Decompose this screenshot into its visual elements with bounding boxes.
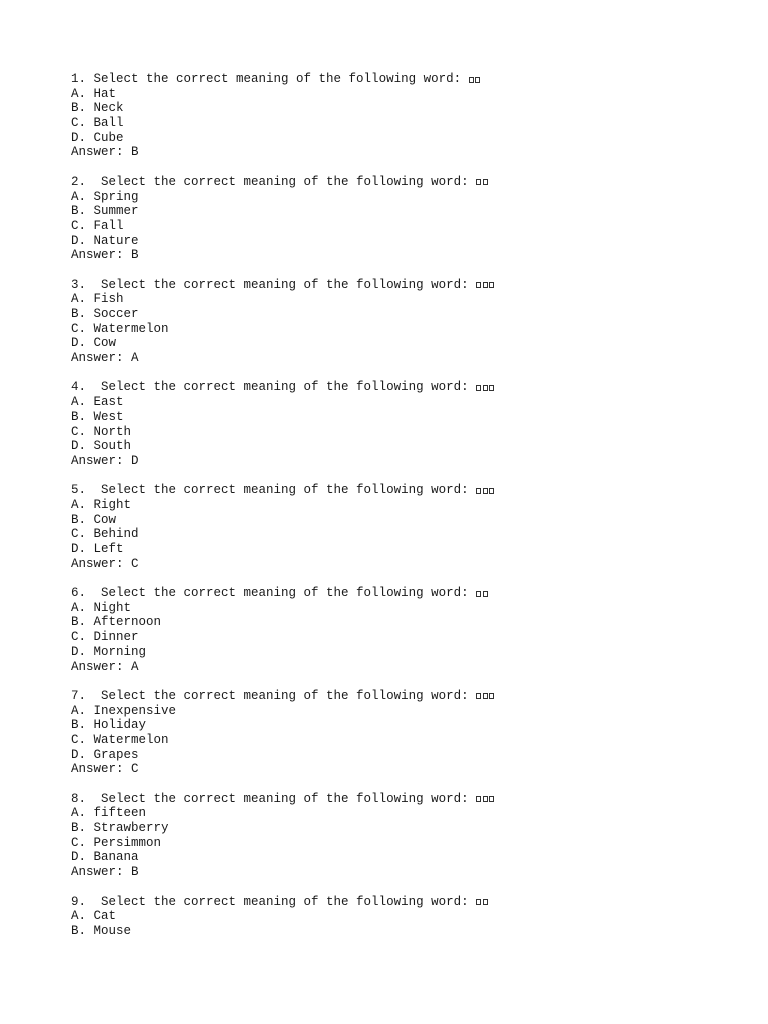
question-text: Select the correct meaning of the following word: bbox=[86, 894, 477, 909]
missing-glyph-box bbox=[483, 282, 488, 288]
option-a: A. Hat bbox=[71, 86, 117, 101]
question-3 bbox=[71, 278, 711, 366]
question-1 bbox=[71, 72, 711, 160]
answer-line: Answer: B bbox=[71, 248, 139, 263]
option-b: B. Mouse bbox=[71, 923, 132, 938]
missing-glyph-box bbox=[483, 179, 488, 185]
question-number: 9. bbox=[71, 894, 87, 909]
word-glyph-boxes bbox=[476, 483, 496, 497]
question-number: 4. bbox=[71, 380, 87, 395]
missing-glyph-box bbox=[489, 488, 494, 494]
option-c: C. Watermelon bbox=[71, 321, 169, 336]
option-a: A. Inexpensive bbox=[71, 703, 177, 718]
option-b: B. Strawberry bbox=[71, 821, 169, 836]
option-c: C. Dinner bbox=[71, 630, 139, 645]
unrendered-word-glyphs bbox=[476, 689, 496, 703]
missing-glyph-box bbox=[476, 796, 481, 802]
answer-line: Answer: A bbox=[71, 659, 139, 674]
question-8 bbox=[71, 792, 711, 880]
option-d: D. Cube bbox=[71, 130, 124, 145]
question-prompt bbox=[71, 792, 711, 807]
missing-glyph-box bbox=[489, 385, 494, 391]
missing-glyph-box bbox=[476, 282, 481, 288]
option-d: D. Cow bbox=[71, 336, 117, 351]
word-glyph-boxes bbox=[476, 792, 496, 806]
option-d: D. Nature bbox=[71, 233, 139, 248]
question-prompt bbox=[71, 586, 711, 601]
missing-glyph-box bbox=[489, 282, 494, 288]
question-prompt bbox=[71, 72, 711, 87]
question-4 bbox=[71, 380, 711, 468]
question-text: Select the correct meaning of the following word: bbox=[86, 688, 477, 703]
option-b: B. Cow bbox=[71, 512, 117, 527]
option-d: D. Morning bbox=[71, 644, 147, 659]
question-number: 2. bbox=[71, 174, 87, 189]
unrendered-word-glyphs bbox=[476, 895, 489, 909]
question-number: 6. bbox=[71, 586, 87, 601]
missing-glyph-box bbox=[476, 693, 481, 699]
question-prompt bbox=[71, 689, 711, 704]
missing-glyph-box bbox=[483, 591, 488, 597]
question-number: 7. bbox=[71, 688, 87, 703]
question-text: Select the correct meaning of the following word: bbox=[86, 174, 477, 189]
question-text: Select the correct meaning of the following word: bbox=[86, 72, 469, 86]
question-prompt bbox=[71, 483, 711, 498]
question-6 bbox=[71, 586, 711, 674]
word-glyph-boxes bbox=[476, 689, 496, 703]
question-prompt bbox=[71, 278, 711, 293]
question-number: 5. bbox=[71, 483, 87, 498]
option-c: C. Ball bbox=[71, 116, 124, 131]
missing-glyph-box bbox=[476, 591, 481, 597]
missing-glyph-box bbox=[469, 77, 474, 83]
answer-line: Answer: D bbox=[71, 453, 139, 468]
question-prompt bbox=[71, 380, 711, 395]
unrendered-word-glyphs bbox=[469, 72, 482, 86]
missing-glyph-box bbox=[489, 693, 494, 699]
question-number: 8. bbox=[71, 791, 87, 806]
question-text: Select the correct meaning of the following word: bbox=[86, 483, 477, 498]
option-c: C. Watermelon bbox=[71, 732, 169, 747]
option-b: B. Afternoon bbox=[71, 615, 162, 630]
question-5 bbox=[71, 483, 711, 571]
option-b: B. Holiday bbox=[71, 718, 147, 733]
question-2 bbox=[71, 175, 711, 263]
option-a: A. Fish bbox=[71, 292, 124, 307]
option-b: B. Neck bbox=[71, 101, 124, 116]
missing-glyph-box bbox=[483, 796, 488, 802]
missing-glyph-box bbox=[483, 385, 488, 391]
question-number: 3. bbox=[71, 277, 87, 292]
answer-line: Answer: C bbox=[71, 762, 139, 777]
unrendered-word-glyphs bbox=[476, 792, 496, 806]
option-b: B. West bbox=[71, 409, 124, 424]
missing-glyph-box bbox=[483, 488, 488, 494]
question-text: Select the correct meaning of the following word: bbox=[86, 586, 477, 601]
word-glyph-boxes bbox=[476, 895, 489, 909]
answer-line: Answer: B bbox=[71, 145, 139, 160]
option-a: A. Night bbox=[71, 600, 132, 615]
missing-glyph-box bbox=[483, 899, 488, 905]
option-a: A. Cat bbox=[71, 909, 117, 924]
option-b: B. Summer bbox=[71, 204, 139, 219]
unrendered-word-glyphs bbox=[476, 380, 496, 394]
question-text: Select the correct meaning of the following word: bbox=[86, 791, 477, 806]
word-glyph-boxes bbox=[469, 72, 482, 86]
option-a: A. Right bbox=[71, 497, 132, 512]
answer-line: Answer: C bbox=[71, 556, 139, 571]
question-7 bbox=[71, 689, 711, 777]
missing-glyph-box bbox=[476, 899, 481, 905]
unrendered-word-glyphs bbox=[476, 175, 489, 189]
option-b: B. Soccer bbox=[71, 307, 139, 321]
option-c: C. Behind bbox=[71, 527, 139, 542]
question-number: 1. bbox=[71, 72, 87, 86]
unrendered-word-glyphs bbox=[476, 483, 496, 497]
unrendered-word-glyphs bbox=[476, 278, 496, 292]
missing-glyph-box bbox=[476, 385, 481, 391]
missing-glyph-box bbox=[476, 488, 481, 494]
question-text: Select the correct meaning of the following word: bbox=[86, 277, 477, 292]
unrendered-word-glyphs bbox=[476, 586, 489, 600]
word-glyph-boxes bbox=[476, 380, 496, 394]
option-a: A. Spring bbox=[71, 189, 139, 204]
option-d: D. Grapes bbox=[71, 747, 139, 762]
answer-line: Answer: A bbox=[71, 351, 139, 366]
option-d: D. South bbox=[71, 439, 132, 454]
missing-glyph-box bbox=[476, 179, 481, 185]
option-d: D. Banana bbox=[71, 850, 139, 865]
word-glyph-boxes bbox=[476, 175, 489, 189]
answer-line: Answer: B bbox=[71, 865, 139, 880]
question-prompt bbox=[71, 175, 711, 190]
option-c: C. Persimmon bbox=[71, 835, 162, 850]
missing-glyph-box bbox=[483, 693, 488, 699]
option-c: C. Fall bbox=[71, 218, 124, 233]
quiz-list bbox=[71, 72, 711, 953]
question-9 bbox=[71, 895, 711, 939]
missing-glyph-box bbox=[475, 77, 480, 83]
option-a: A. fifteen bbox=[71, 806, 147, 821]
option-d: D. Left bbox=[71, 542, 124, 556]
missing-glyph-box bbox=[489, 796, 494, 802]
question-text: Select the correct meaning of the following word: bbox=[86, 380, 477, 395]
word-glyph-boxes bbox=[476, 278, 496, 292]
option-c: C. North bbox=[71, 424, 132, 439]
option-a: A. East bbox=[71, 395, 124, 410]
word-glyph-boxes bbox=[476, 586, 489, 600]
question-prompt bbox=[71, 895, 711, 910]
